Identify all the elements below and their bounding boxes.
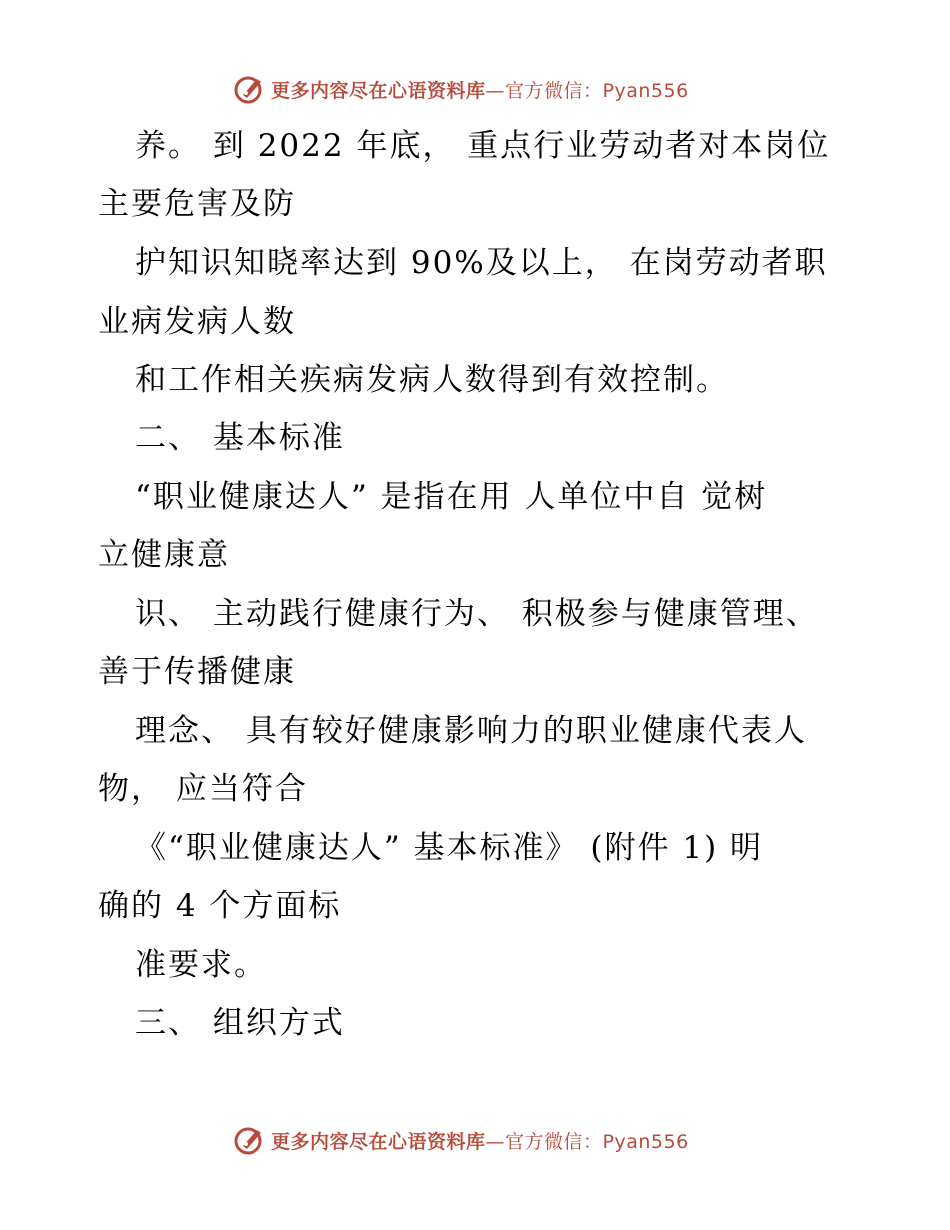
pen-nib-circle-icon	[233, 1124, 265, 1156]
body-line-1: 养。 到 2022 年底， 重点行业劳动者对本岗位	[135, 128, 831, 164]
body-line-7: “职业健康达人” 是指在用 人单位中自 觉树	[135, 479, 768, 515]
body-line-3: 护知识知晓率达到 90%及以上， 在岗劳动者职	[135, 245, 828, 281]
banner-text-main: 更多内容尽在心语资料库	[271, 1130, 486, 1153]
banner-text-wechat: —官方微信：Pyan556	[485, 1130, 689, 1153]
body-line-5: 和工作相关疾病发病人数得到有效控制。	[135, 362, 729, 398]
body-line-9: 识、 主动践行健康行为、 积极参与健康管理、	[135, 596, 819, 632]
body-line-2: 主要危害及防	[98, 186, 296, 222]
body-line-13: 《“职业健康达人” 基本标准》 (附件 1) 明	[135, 830, 764, 866]
body-line-10: 善于传播健康	[98, 654, 296, 690]
body-line-11: 理念、 具有较好健康影响力的职业健康代表人	[135, 713, 807, 749]
header-watermark-banner	[233, 72, 689, 106]
banner-text-main: 更多内容尽在心语资料库	[271, 79, 486, 102]
body-line-4: 业病发病人数	[98, 304, 296, 340]
pen-nib-circle-icon	[233, 73, 265, 105]
body-line-12: 物， 应当符合	[98, 771, 308, 807]
banner-text-wechat: —官方微信：Pyan556	[485, 79, 689, 102]
body-line-8: 立健康意	[98, 537, 230, 573]
section-heading-basic-standard: 二、 基本标准	[135, 420, 345, 456]
body-line-15: 准要求。	[135, 947, 267, 983]
section-heading-organization: 三、 组织方式	[135, 1005, 345, 1041]
footer-watermark-banner	[233, 1123, 689, 1157]
body-line-14: 确的 4 个方面标	[98, 888, 342, 924]
